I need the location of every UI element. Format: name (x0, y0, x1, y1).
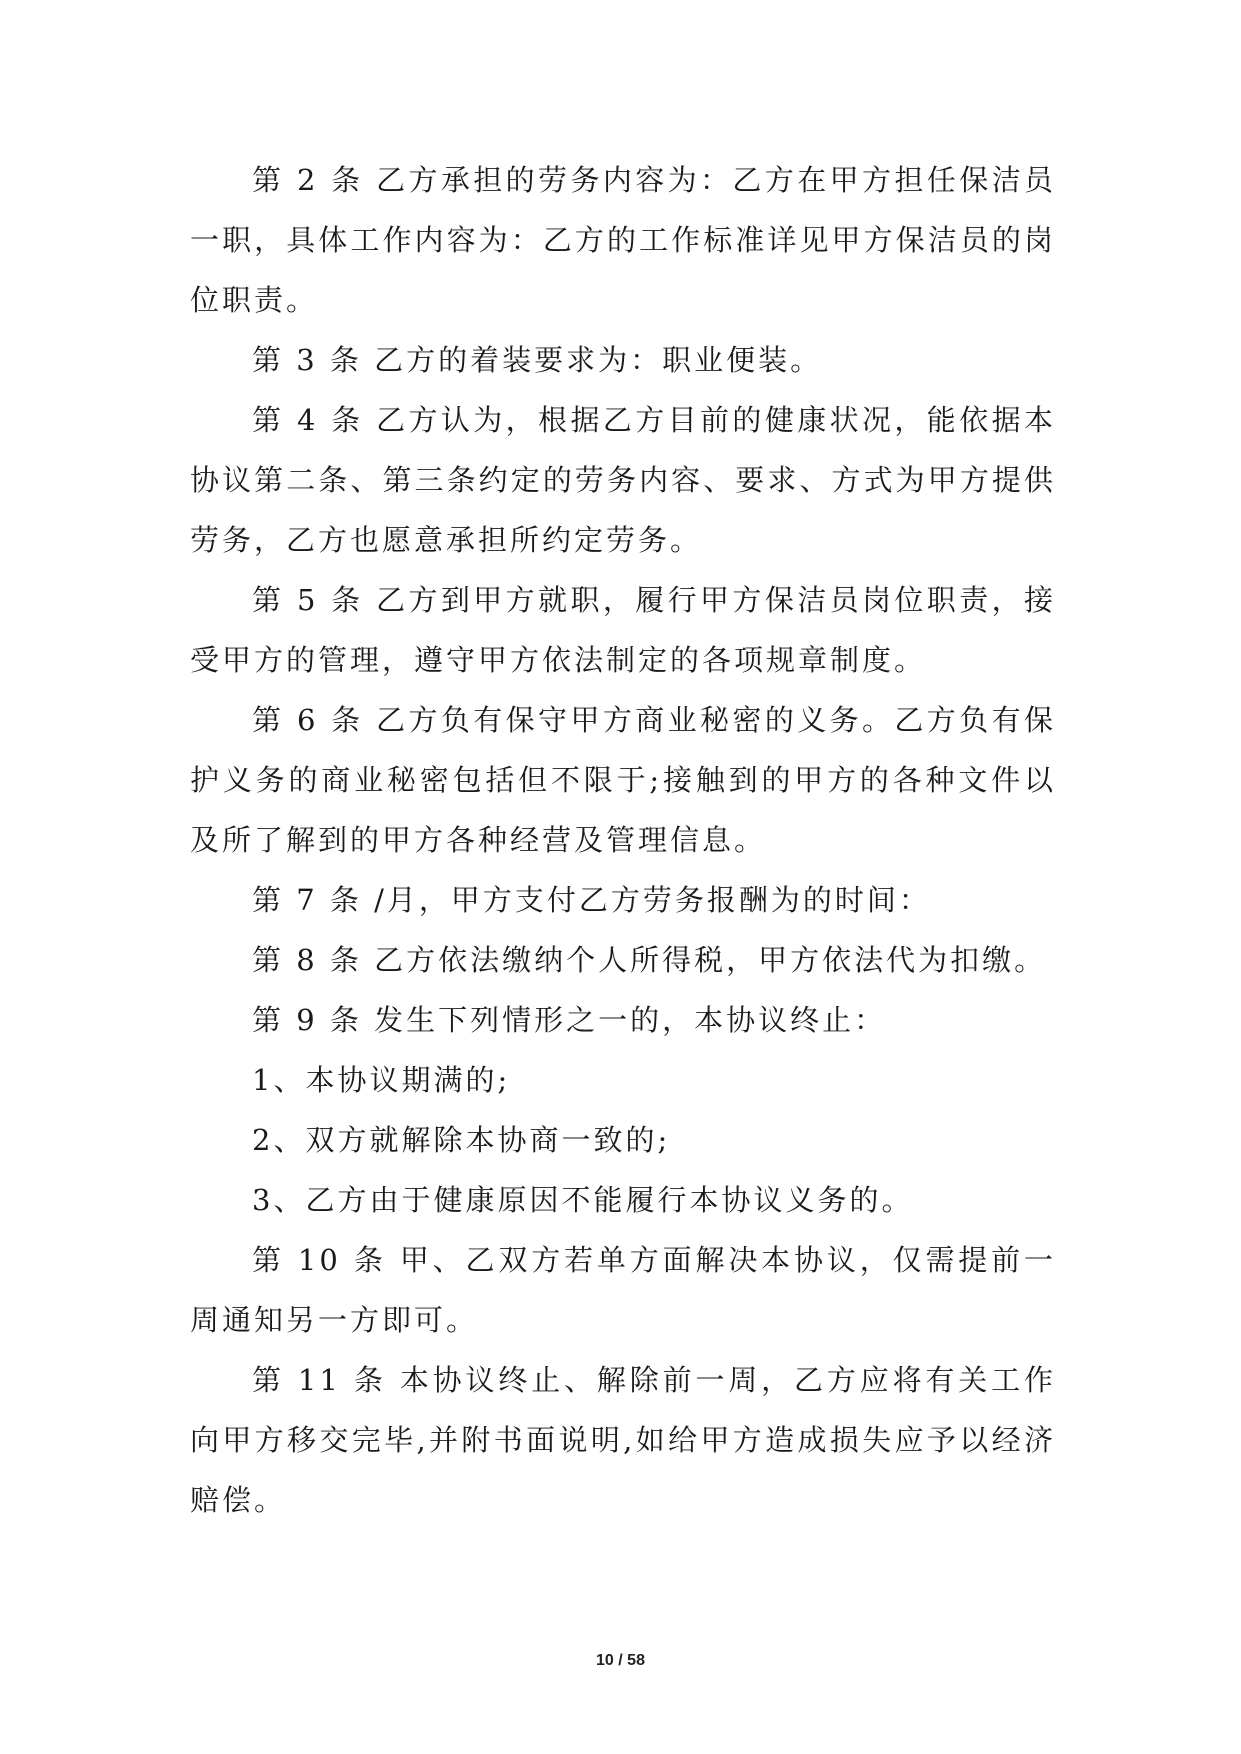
document-body (190, 150, 1056, 1530)
clause-9-item-1: 1、本协议期满的; (252, 1063, 511, 1097)
clause-6: 第 6 条 乙方负有保守甲方商业秘密的义务。乙方负有保护义务的商业秘密包括但不限于;接触到的甲方的各种文件以及所了解到的甲方各种经营及管理信息。 (190, 703, 1056, 857)
clause-5: 第 5 条 乙方到甲方就职，履行甲方保洁员岗位职责，接受甲方的管理，遵守甲方依法制定的各项规章制度。 (190, 583, 1056, 677)
clause-9-item-2: 2、双方就解除本协商一致的; (252, 1123, 671, 1157)
clause-9: 第 9 条 发生下列情形之一的，本协议终止： (252, 1003, 887, 1037)
clause-10: 第 10 条 甲、乙双方若单方面解决本协议，仅需提前一周通知另一方即可。 (190, 1243, 1056, 1337)
clause-2: 第 2 条 乙方承担的劳务内容为：乙方在甲方担任保洁员一职，具体工作内容为：乙方的工作标准详见甲方保洁员的岗位职责。 (190, 163, 1056, 317)
clause-3: 第 3 条 乙方的着装要求为：职业便装。 (252, 343, 823, 377)
clause-8: 第 8 条 乙方依法缴纳个人所得税，甲方依法代为扣缴。 (252, 943, 1047, 977)
clause-9-item-3: 3、乙方由于健康原因不能履行本协议义务的。 (252, 1183, 914, 1217)
clause-7: 第 7 条 /月，甲方支付乙方劳务报酬为的时间： (252, 883, 931, 917)
page-number: 10 / 58 (596, 1652, 645, 1669)
clause-11: 第 11 条 本协议终止、解除前一周，乙方应将有关工作向甲方移交完毕,并附书面说明,如给甲方造成损失应予以经济赔偿。 (190, 1363, 1056, 1517)
clause-4: 第 4 条 乙方认为，根据乙方目前的健康状况，能依据本协议第二条、第三条约定的劳务内容、要求、方式为甲方提供劳务，乙方也愿意承担所约定劳务。 (190, 403, 1056, 557)
